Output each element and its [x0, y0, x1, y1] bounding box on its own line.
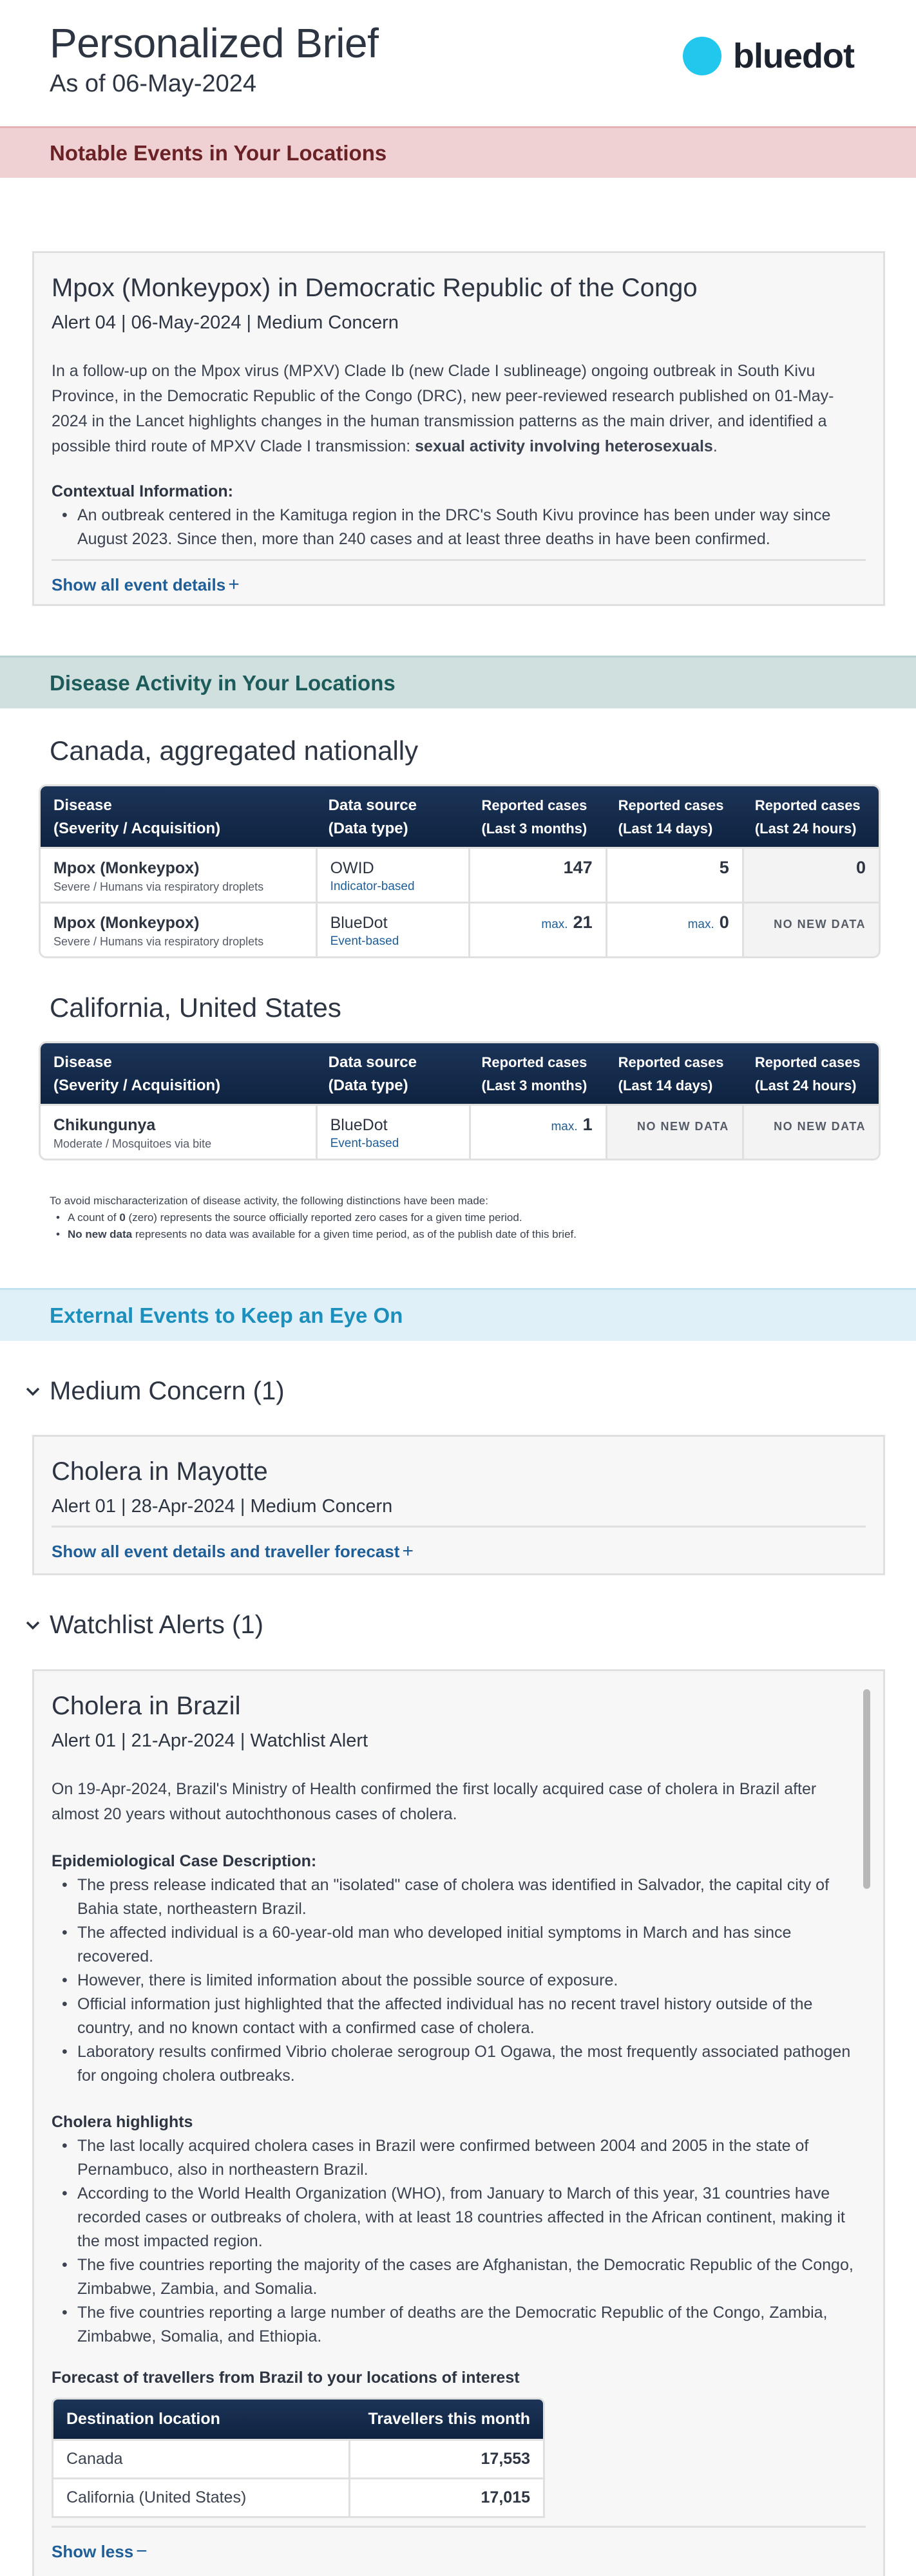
cases-14-days: NO NEW DATA	[606, 1104, 742, 1159]
section-header-notable: Notable Events in Your Locations	[0, 126, 916, 178]
disease-cell: Mpox (Monkeypox) Severe / Humans via respiratory droplets	[41, 902, 316, 956]
source-cell: BlueDot Event-based	[316, 1104, 469, 1159]
minus-icon: −	[136, 2541, 148, 2562]
col-header-source: Data source (Data type)	[316, 1043, 469, 1104]
table-row	[53, 2477, 543, 2516]
epi-list	[52, 1873, 866, 2088]
divider	[52, 559, 866, 561]
event-summary: In a follow-up on the Mpox virus (MPXV) Clade Ib (new Clade I sublineage) ongoing outbreak in South Kivu Province, in the Democratic Republic of the Congo (DRC), new peer-reviewed research published on 01-May-2024 in the Lancet highlights changes in the human transmission patterns as the main driver, and identified a possible third route of MPXV Clade I transmission: sexual activity involving heterosexuals.	[52, 362, 834, 455]
data-notes: To avoid mischaracterization of disease activity, the following distinctions have been made: • A count of 0 (zero) represents the source officially reported zero cases for a given time period. • No new data represents no data was available for a given time period, as of the publish date of this brief.	[0, 1193, 916, 1243]
list-item: • Laboratory results confirmed Vibrio cholerae serogroup O1 Ogawa, the most frequently associated pathogen for ongoing cholera outbreaks.	[52, 2040, 866, 2088]
medium-concern-toggle[interactable]	[0, 1377, 916, 1406]
col-header-24-hours: Reported cases (Last 24 hours)	[742, 1043, 879, 1104]
logo-dot-icon	[683, 37, 721, 75]
cases-14-days: max. 0	[606, 902, 742, 956]
destination-cell: California (United States)	[53, 2477, 348, 2516]
context-list	[52, 504, 866, 551]
list-item: • However, there is limited information about the possible source of exposure.	[52, 1969, 866, 1993]
group-heading: Watchlist Alerts (1)	[50, 1611, 263, 1639]
list-item: • According to the World Health Organization (WHO), from January to March of this year, 31 countries have recorded cases or outbreaks of cholera, with at least 18 countries affected in the African continent, making it the most impacted region.	[52, 2182, 866, 2253]
disease-cell: Mpox (Monkeypox) Severe / Humans via respiratory droplets	[41, 847, 316, 902]
plus-icon: +	[402, 1540, 414, 1562]
col-header-3-months: Reported cases (Last 3 months)	[469, 1043, 606, 1104]
travellers-cell: 17,553	[348, 2439, 543, 2477]
event-title: Cholera in Brazil	[52, 1692, 241, 1720]
table-row	[41, 902, 879, 956]
page-title: Personalized Brief	[50, 20, 379, 66]
cases-14-days: 5	[606, 847, 742, 902]
canada-activity-table	[39, 784, 881, 958]
col-header-source: Data source (Data type)	[316, 786, 469, 847]
event-meta: Alert 01 | 28-Apr-2024 | Medium Concern	[52, 1496, 393, 1517]
cases-3-months: max. 21	[468, 902, 605, 956]
data-type-link[interactable]: Indicator-based	[330, 880, 415, 893]
col-header-3-months: Reported cases (Last 3 months)	[468, 786, 605, 847]
list-item: • The five countries reporting the majority of the cases are Afghanistan, the Democratic Republic of the Congo, Zimbabwe, Zambia, and Somalia.	[52, 2253, 866, 2301]
col-header-24-hours: Reported cases (Last 24 hours)	[742, 786, 879, 847]
col-header-14-days: Reported cases (Last 14 days)	[606, 1043, 742, 1104]
event-meta: Alert 04 | 06-May-2024 | Medium Concern	[52, 312, 399, 333]
region-title-california: California, United States	[50, 992, 341, 1023]
region-title-canada: Canada, aggregated nationally	[50, 735, 419, 766]
chevron-down-icon	[23, 1379, 43, 1405]
source-cell: BlueDot Event-based	[316, 902, 469, 956]
logo-wordmark: bluedot	[733, 37, 854, 75]
chevron-down-icon	[23, 1613, 43, 1638]
col-header-disease: Disease (Severity / Acquisition)	[41, 1043, 316, 1104]
watchlist-toggle[interactable]	[0, 1611, 916, 1640]
highlights-label: Cholera highlights	[52, 2113, 193, 2131]
list-item: • A count of 0 (zero) represents the source officially reported zero cases for a given time period.	[50, 1209, 916, 1226]
source-cell: OWID Indicator-based	[316, 847, 469, 902]
destination-cell: Canada	[53, 2439, 348, 2477]
max-label: max.	[551, 1120, 578, 1133]
list-item: • The last locally acquired cholera cases in Brazil were confirmed between 2004 and 2005 in the state of Pernambuco, also in northeastern Brazil.	[52, 2134, 866, 2182]
show-less-link[interactable]: Show less −	[52, 2541, 148, 2562]
max-label: max.	[687, 918, 714, 931]
col-header-14-days: Reported cases (Last 14 days)	[606, 786, 742, 847]
cases-24-hours: NO NEW DATA	[742, 1104, 879, 1159]
cases-24-hours: 0	[742, 847, 879, 902]
table-row	[41, 1104, 879, 1159]
event-summary: On 19-Apr-2024, Brazil's Ministry of Health confirmed the first locally acquired case of cholera in Brazil after almost 20 years without autochthonous cases of cholera.	[52, 1780, 817, 1823]
list-item: • Official information just highlighted that the affected individual has no recent travel history outside of the country, and no known contact with a confirmed case of cholera.	[52, 1993, 866, 2040]
show-event-details-link[interactable]: Show all event details +	[52, 574, 240, 595]
brief-date: As of 06-May-2024	[50, 70, 257, 97]
traveller-forecast-table	[52, 2398, 545, 2518]
list-item: • No new data represents no data was available for a given time period, as of the publish date of this brief.	[50, 1226, 916, 1243]
event-card-cholera-mayotte	[32, 1435, 885, 1575]
max-label: max.	[541, 918, 568, 931]
cases-3-months: max. 1	[469, 1104, 606, 1159]
col-header-travellers: Travellers this month	[348, 2400, 543, 2439]
summary-highlight: sexual activity involving heterosexuals	[415, 437, 713, 455]
col-header-destination: Destination location	[53, 2400, 348, 2439]
event-title: Cholera in Mayotte	[52, 1457, 268, 1486]
travellers-cell: 17,015	[348, 2477, 543, 2516]
section-header-external: External Events to Keep an Eye On	[0, 1288, 916, 1341]
bluedot-logo	[683, 36, 854, 76]
disease-cell: Chikungunya Moderate / Mosquitoes via bite	[41, 1104, 316, 1159]
plus-icon: +	[228, 574, 240, 595]
list-item: • The affected individual is a 60-year-old man who developed initial symptoms in March and has since recovered.	[52, 1921, 866, 1969]
cases-24-hours: NO NEW DATA	[742, 902, 879, 956]
event-card-mpox-drc	[32, 251, 885, 606]
section-header-activity: Disease Activity in Your Locations	[0, 656, 916, 708]
epi-label: Epidemiological Case Description:	[52, 1852, 317, 1870]
forecast-label: Forecast of travellers from Brazil to your locations of interest	[52, 2369, 520, 2387]
table-row	[53, 2439, 543, 2477]
context-label: Contextual Information:	[52, 482, 233, 500]
event-meta: Alert 01 | 21-Apr-2024 | Watchlist Alert	[52, 1730, 368, 1751]
highlights-list	[52, 2134, 866, 2349]
group-heading: Medium Concern (1)	[50, 1377, 285, 1405]
table-row	[41, 847, 879, 902]
list-item: • The five countries reporting a large number of deaths are the Democratic Republic of the Congo, Zambia, Zimbabwe, Somalia, and Ethiopia.	[52, 2301, 866, 2349]
california-activity-table	[39, 1041, 881, 1160]
show-event-details-link[interactable]: Show all event details and traveller forecast +	[52, 1540, 414, 1562]
cases-3-months: 147	[468, 847, 605, 902]
divider	[52, 1526, 866, 1528]
event-title: Mpox (Monkeypox) in Democratic Republic of the Congo	[52, 274, 698, 302]
data-type-link[interactable]: Event-based	[330, 1137, 399, 1150]
divider	[52, 2526, 866, 2528]
brief-header	[0, 0, 916, 126]
data-type-link[interactable]: Event-based	[330, 934, 399, 948]
event-card-cholera-brazil	[32, 1669, 885, 2576]
list-item: • The press release indicated that an "isolated" case of cholera was identified in Salvador, the capital city of Bahia state, northeastern Brazil.	[52, 1873, 866, 1921]
list-item: • An outbreak centered in the Kamituga region in the DRC's South Kivu province has been under way since August 2023. Since then, more than 240 cases and at least three deaths in have been confirmed.	[52, 504, 866, 551]
col-header-disease: Disease (Severity / Acquisition)	[41, 786, 316, 847]
scrollbar[interactable]	[863, 1689, 870, 1889]
